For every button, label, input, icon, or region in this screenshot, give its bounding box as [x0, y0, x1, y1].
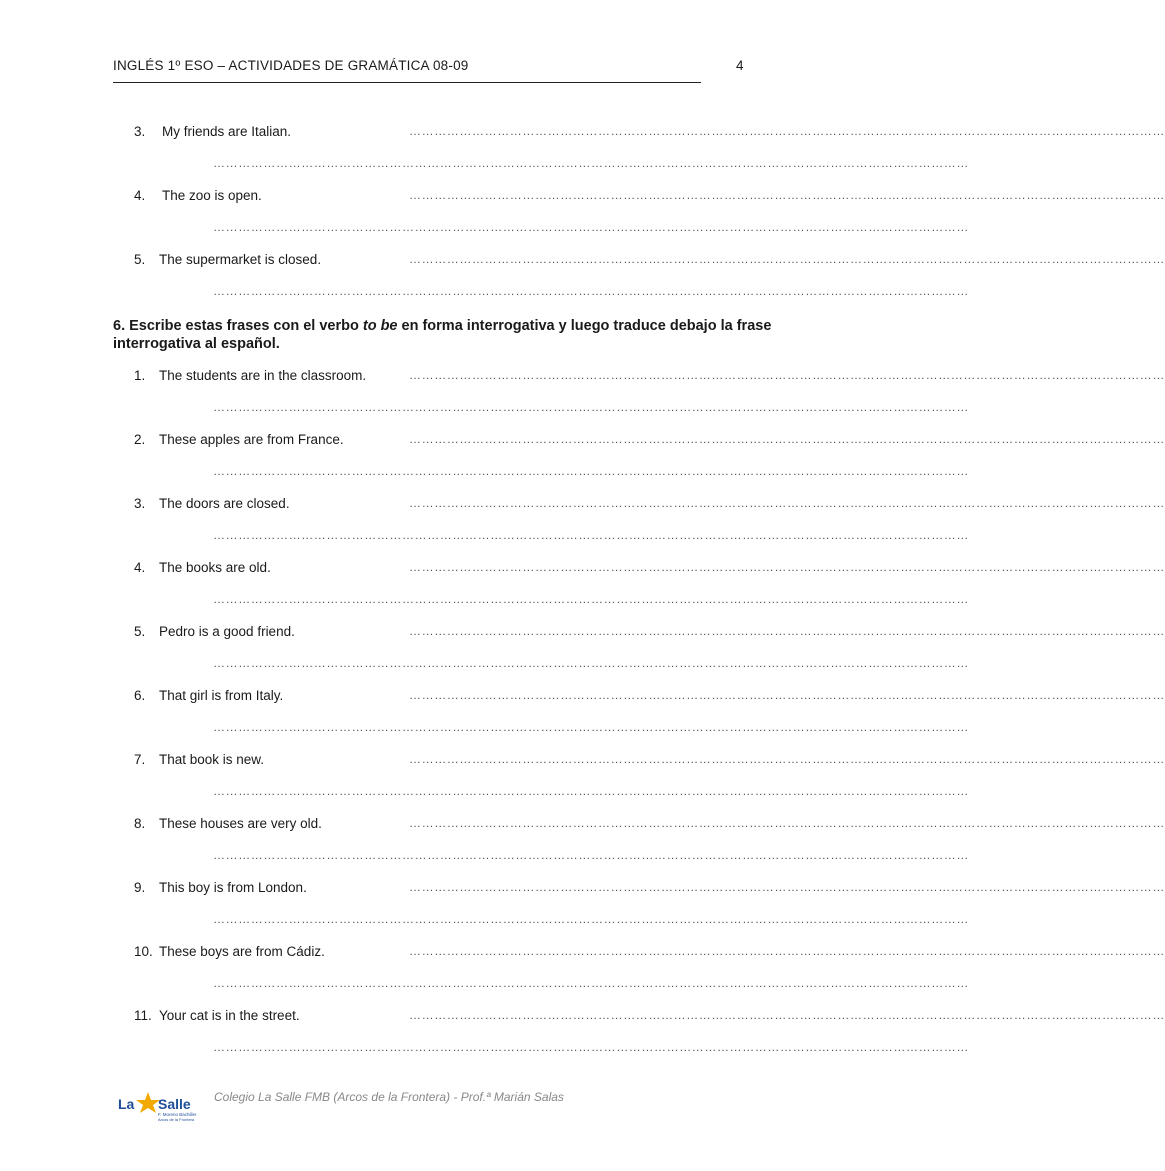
page-number: 4 [736, 58, 744, 73]
exercise-6-item [0, 944, 1165, 964]
item-sentence: The students are in the classroom. [159, 368, 367, 383]
answer-line[interactable]: ……………………………………………………………………………………………………………………………………………………………… [409, 1008, 1165, 1022]
translation-line[interactable]: ……………………………………………………………………………………………………………………………………………………………… [213, 284, 969, 298]
item-number: 9. [134, 880, 146, 895]
item-sentence: This boy is from London. [159, 880, 307, 895]
exercise-6-translation-row [0, 400, 969, 420]
exercise-5-item [0, 124, 1165, 144]
item-sentence: These boys are from Cádiz. [159, 944, 325, 959]
translation-line[interactable]: ……………………………………………………………………………………………………………………………………………………………… [213, 528, 969, 542]
translation-line[interactable]: ……………………………………………………………………………………………………………………………………………………………… [213, 848, 969, 862]
answer-line[interactable]: ……………………………………………………………………………………………………………………………………………………………… [409, 188, 1165, 202]
item-sentence: The books are old. [159, 560, 271, 575]
answer-line[interactable]: ……………………………………………………………………………………………………………………………………………………………… [409, 560, 1165, 574]
exercise-6-item [0, 560, 1165, 580]
item-sentence: Your cat is in the street. [159, 1008, 300, 1023]
exercise-6-item [0, 1008, 1165, 1028]
exercise-6-item [0, 624, 1165, 644]
exercise-6-translation-row [0, 464, 969, 484]
la-salle-logo [118, 1088, 218, 1128]
item-number: 1. [134, 368, 146, 383]
star-icon [136, 1092, 160, 1113]
item-sentence: These apples are from France. [159, 432, 344, 447]
translation-line[interactable]: ……………………………………………………………………………………………………………………………………………………………… [213, 464, 969, 478]
answer-line[interactable]: ……………………………………………………………………………………………………………………………………………………………… [409, 124, 1165, 138]
exercise-6-item [0, 880, 1165, 900]
answer-line[interactable]: ……………………………………………………………………………………………………………………………………………………………… [409, 432, 1165, 446]
translation-line[interactable]: ……………………………………………………………………………………………………………………………………………………………… [213, 656, 969, 670]
exercise-6-translation-row [0, 720, 969, 740]
translation-line[interactable]: ……………………………………………………………………………………………………………………………………………………………… [213, 976, 969, 990]
item-number: 11. [134, 1008, 152, 1023]
exercise-6-translation-row [0, 592, 969, 612]
answer-line[interactable]: ……………………………………………………………………………………………………………………………………………………………… [409, 252, 1165, 266]
item-number: 3. [134, 124, 146, 139]
answer-line[interactable]: ……………………………………………………………………………………………………………………………………………………………… [409, 880, 1165, 894]
exercise-6-translation-row [0, 1040, 969, 1060]
exercise-5-translation-row [0, 284, 969, 304]
item-number: 2. [134, 432, 146, 447]
answer-line[interactable]: ……………………………………………………………………………………………………………………………………………………………… [409, 752, 1165, 766]
header-rule [113, 82, 701, 83]
exercise-6-translation-row [0, 656, 969, 676]
translation-line[interactable]: ……………………………………………………………………………………………………………………………………………………………… [213, 720, 969, 734]
answer-line[interactable]: ……………………………………………………………………………………………………………………………………………………………… [409, 496, 1165, 510]
item-sentence: These houses are very old. [159, 816, 322, 831]
answer-line[interactable]: ……………………………………………………………………………………………………………………………………………………………… [409, 816, 1165, 830]
item-sentence: The doors are closed. [159, 496, 290, 511]
item-number: 7. [134, 752, 146, 767]
item-number: 3. [134, 496, 146, 511]
title-text-2: en forma interrogativa y luego traduce debajo la frase interrogativa al español. [113, 318, 772, 352]
exercise-6-translation-row [0, 784, 969, 804]
exercise-6-item [0, 432, 1165, 452]
translation-line[interactable]: ……………………………………………………………………………………………………………………………………………………………… [213, 592, 969, 606]
exercise-6-item [0, 816, 1165, 836]
item-sentence: Pedro is a good friend. [159, 624, 295, 639]
exercise-5-item [0, 252, 1165, 272]
title-text-emphasis: to be [362, 318, 398, 334]
logo-subtext-2: Arcos de la Frontera [158, 1117, 195, 1122]
exercise-6-item [0, 496, 1165, 516]
exercise-6-translation-row [0, 848, 969, 868]
exercise-6-item [0, 368, 1165, 388]
item-sentence: That book is new. [159, 752, 265, 767]
translation-line[interactable]: ……………………………………………………………………………………………………………………………………………………………… [213, 220, 969, 234]
exercise-6-item [0, 688, 1165, 708]
item-sentence: That girl is from Italy. [159, 688, 284, 703]
answer-line[interactable]: ……………………………………………………………………………………………………………………………………………………………… [409, 624, 1165, 638]
exercise-5-translation-row [0, 220, 969, 240]
exercise-5-item [0, 188, 1165, 208]
header-title: INGLÉS 1º ESO – ACTIVIDADES DE GRAMÁTICA 08-09 [113, 58, 469, 73]
translation-line[interactable]: ……………………………………………………………………………………………………………………………………………………………… [213, 156, 969, 170]
answer-line[interactable]: ……………………………………………………………………………………………………………………………………………………………… [409, 944, 1165, 958]
translation-line[interactable]: ……………………………………………………………………………………………………………………………………………………………… [213, 784, 969, 798]
item-number: 4. [134, 188, 146, 203]
answer-line[interactable]: ……………………………………………………………………………………………………………………………………………………………… [409, 368, 1165, 382]
footer-text: Colegio La Salle FMB (Arcos de la Frontera) - Prof.ª Marián Salas [214, 1090, 564, 1104]
answer-line[interactable]: ……………………………………………………………………………………………………………………………………………………………… [409, 688, 1165, 702]
logo-text-salle: Salle [158, 1096, 191, 1112]
logo-subtext: F. Moreno Bachiller [158, 1112, 197, 1117]
item-number: 8. [134, 816, 146, 831]
exercise-6-translation-row [0, 976, 969, 996]
item-number: 4. [134, 560, 146, 575]
title-text-1: 6. Escribe estas frases con el verbo [113, 318, 363, 334]
item-number: 5. [134, 624, 146, 639]
item-sentence: My friends are Italian. [162, 124, 292, 139]
translation-line[interactable]: ……………………………………………………………………………………………………………………………………………………………… [213, 400, 969, 414]
item-number: 5. [134, 252, 146, 267]
translation-line[interactable]: ……………………………………………………………………………………………………………………………………………………………… [213, 912, 969, 926]
exercise-6-translation-row [0, 912, 969, 932]
exercise-6-item [0, 752, 1165, 772]
item-sentence: The supermarket is closed. [159, 252, 322, 267]
item-sentence: The zoo is open. [162, 188, 262, 203]
logo-text-la: La [118, 1096, 135, 1112]
item-number: 10. [134, 944, 153, 959]
item-number: 6. [134, 688, 146, 703]
translation-line[interactable]: ……………………………………………………………………………………………………………………………………………………………… [213, 1040, 969, 1054]
exercise-6-title [113, 317, 773, 353]
exercise-6-translation-row [0, 528, 969, 548]
exercise-5-translation-row [0, 156, 969, 176]
